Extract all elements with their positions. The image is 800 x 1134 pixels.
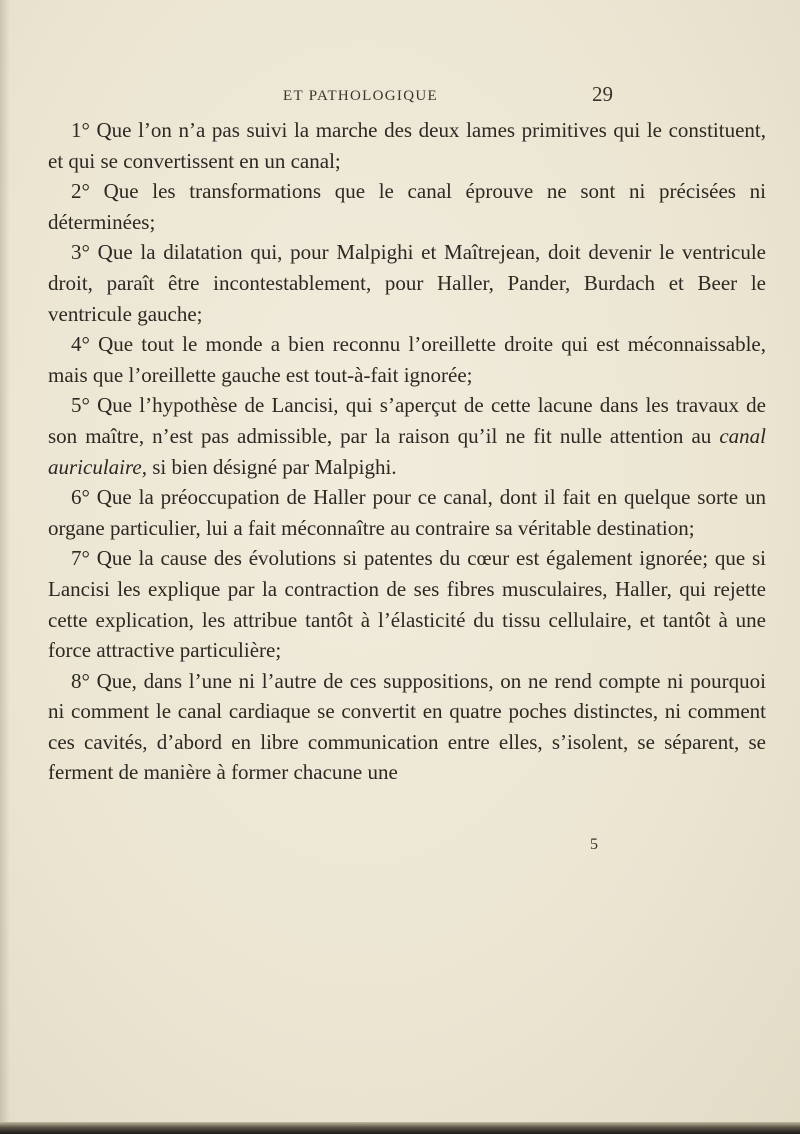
item-number: 8° <box>71 668 90 693</box>
item-number: 2° <box>71 179 90 204</box>
item-number: 6° <box>71 485 90 510</box>
item-emphasis: canal auriculaire, <box>48 423 766 479</box>
item-number: 1° <box>71 118 90 142</box>
item-text: Que la préoccupation de Haller pour ce canal, dont il fait en quelque sorte un organe particulier, lui a fait méconnaître au contraire sa véritable destination; <box>48 485 766 540</box>
item-text-after: si bien désigné par Malpighi. <box>146 454 397 479</box>
body-text <box>48 115 766 788</box>
list-item-7 <box>48 543 766 665</box>
item-text: Que la dilatation qui, pour Malpighi et Maîtrejean, doit devenir le ventricule droit, paraît être incontestablement, pour Haller, Pander, Burdach et Beer le ventricule gauche; <box>48 240 766 326</box>
list-item-5 <box>48 390 766 482</box>
item-number: 7° <box>71 546 90 571</box>
item-number: 3° <box>71 240 90 265</box>
item-text: Que la cause des évolutions si patentes du cœur est également ignorée; que si Lancisi les explique par la contraction de ses fibres musculaires, Haller, qui rejette cette explication, les attribue tantôt à l’élasticité du tissu cellulaire, et tantôt à une force attractive particulière; <box>48 546 766 663</box>
page-gutter-shadow <box>0 0 10 1134</box>
item-text: Que l’hypothèse de Lancisi, qui s’aperçut de cette lacune dans les travaux de son maître, n’est pas admissible, par la raison qu’il ne fit nulle attention au <box>48 393 766 448</box>
running-title: ET PATHOLOGIQUE <box>283 88 438 104</box>
item-text: Que l’on n’a pas suivi la marche des deux lames primitives qui le constituent, et qui se convertissent en un canal; <box>48 118 766 173</box>
page-bottom-edge <box>0 1122 800 1134</box>
item-text: Que tout le monde a bien reconnu l’oreillette droite qui est méconnaissable, mais que l’oreillette gauche est tout-à-fait ignorée; <box>48 332 766 387</box>
list-item-2 <box>48 176 766 237</box>
item-number: 4° <box>71 332 90 357</box>
page-header <box>283 82 613 108</box>
list-item-8 <box>48 666 766 788</box>
item-number: 5° <box>71 393 90 418</box>
page-number: 29 <box>592 82 613 106</box>
list-item-4 <box>48 329 766 390</box>
list-item-6 <box>48 482 766 543</box>
list-item-1 <box>48 115 766 176</box>
signature-mark: 5 <box>590 836 598 853</box>
item-text: Que, dans l’une ni l’autre de ces suppositions, on ne rend compte ni pourquoi ni comment le canal cardiaque se convertit en quatre poches distinctes, ni comment ces cavités, d’abord en libre communication entre elles, s’isolent, se séparent, se ferment de manière à former chacune une <box>48 668 766 785</box>
list-item-3 <box>48 237 766 329</box>
item-text: Que les transformations que le canal éprouve ne sont ni précisées ni déterminées; <box>48 179 766 234</box>
